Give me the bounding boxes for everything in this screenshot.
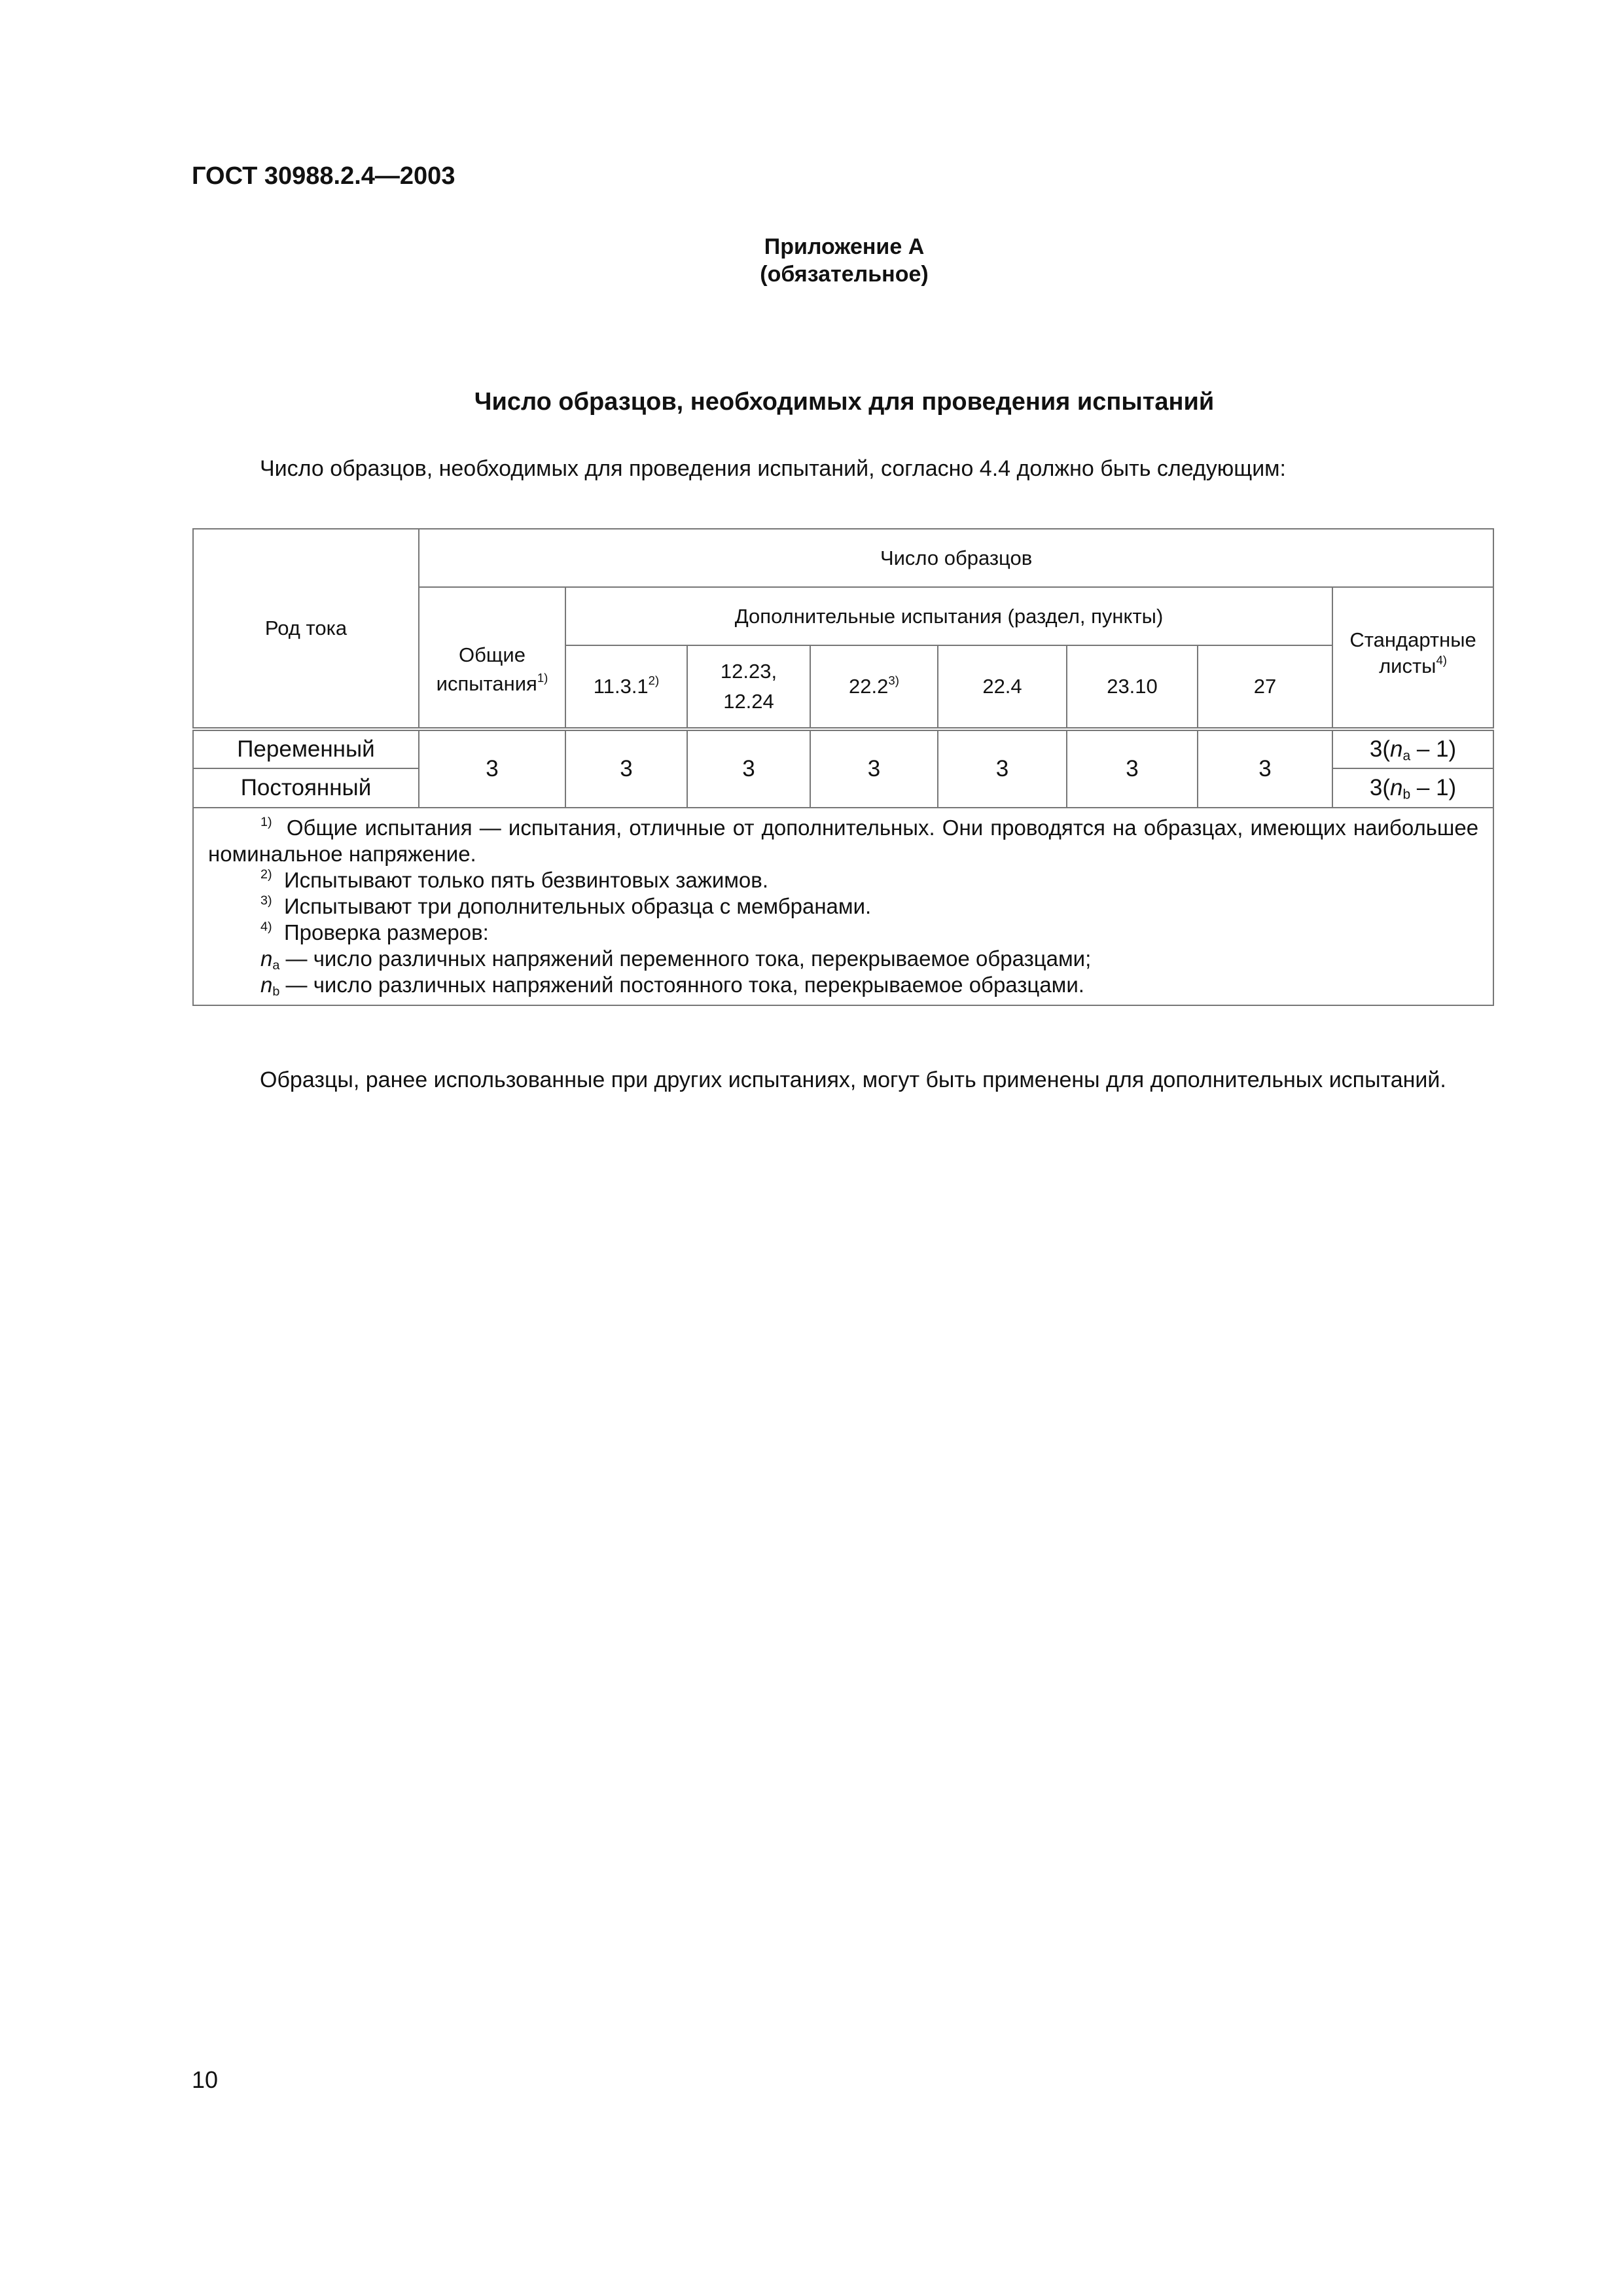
subheader-label: 23.10 [1107,675,1158,698]
footnote-text: Проверка размеров: [283,920,489,944]
subheader-label: 12.24 [723,690,774,713]
footnote-3 [208,893,1478,920]
subheader-cell [565,645,687,729]
standard-value-cell [1332,729,1493,768]
subheader-cell [810,645,938,729]
formula-sub: a [272,958,280,973]
formula-var: n [1390,736,1403,762]
header-general-label: Общие испытания [436,643,537,695]
footnote-ref: 2) [648,673,660,687]
footnote-ref: 4) [1436,653,1448,667]
header-additional-tests [565,587,1332,645]
subheader-label: 22.2 [849,675,889,698]
formula-sub: a [1402,748,1411,764]
footnote-ref: 3) [888,673,899,687]
footnote-text: Испытывают только пять безвинтовых зажимов. [283,868,768,892]
value-cell: 3 [687,729,810,808]
formula-var: n [1390,775,1403,800]
formula-var: n [260,946,273,971]
formula-part: 3( [1369,736,1391,762]
footnote-text: Испытывают три дополнительных образца с мембранами. [283,894,872,918]
footnote-4 [208,920,1478,946]
value-cell: 3 [1067,729,1198,808]
value-cell: 3 [565,729,687,808]
footnote-nb [208,972,1478,998]
appendix-title: Приложение А [764,234,925,259]
footnotes-cell [193,808,1493,1005]
footnote-1 [208,815,1478,867]
page-number: 10 [192,2066,219,2093]
header-additional-label: Дополнительные испытания (раздел, пункты) [734,604,1164,628]
formula-sub: b [1402,787,1411,802]
subheader-cell [687,645,810,729]
header-current-type-label: Род тока [264,617,348,639]
formula-var: n [260,973,273,997]
footnote-mark: 2) [260,867,272,882]
row-type-label: Переменный [237,736,375,762]
value-cell: 3 [938,729,1067,808]
header-samples-label: Число образцов [880,546,1033,569]
subheader-label: 11.3.1 [593,675,649,698]
footnote-ref: 1) [537,670,548,685]
footnote-text: Общие испытания — испытания, отличные от дополнительных. Они проводятся на образцах, имеющих наибольшее номинальное напряжение. [208,816,1479,866]
row-type-label: Постоянный [240,775,372,800]
subheader-label: 22.4 [982,675,1022,698]
header-samples [419,529,1493,587]
formula-sub: b [272,984,280,999]
intro-paragraph: Число образцов, необходимых для проведения испытаний, согласно 4.4 должно быть следующим: [260,456,1287,481]
value-cell: 3 [1198,729,1332,808]
subheader-cell [938,645,1067,729]
header-current-type [193,529,419,729]
header-standard-label: Стандартные листы [1349,628,1476,677]
standard-value-cell [1332,768,1493,808]
subheader-cell [1067,645,1198,729]
footnote-na [208,946,1478,972]
footnote-mark: 1) [260,815,272,830]
value-cell: 3 [810,729,938,808]
appendix-status: (обязательное) [760,262,929,287]
footnote-mark: 3) [260,893,272,908]
subheader-label: 27 [1253,675,1277,698]
value-cell: 3 [419,729,565,808]
closing-paragraph: Образцы, ранее использованные при других испытаниях, могут быть применены для дополнительных испытаний. [260,1067,1446,1092]
formula-part: 3( [1369,775,1391,800]
footnote-text: — число различных напряжений переменного тока, перекрываемое образцами; [279,946,1092,971]
footnote-text: — число различных напряжений постоянного тока, перекрываемое образцами. [279,973,1084,997]
section-title: Число образцов, необходимых для проведения испытаний [474,388,1215,416]
subheader-label: 12.23, [720,660,777,683]
footnote-2 [208,867,1478,893]
samples-table [192,528,1494,1006]
footnote-mark: 4) [260,920,272,935]
document-code: ГОСТ 30988.2.4—2003 [192,162,455,190]
header-general-tests [419,587,565,729]
formula-part: – 1) [1410,736,1457,762]
formula-part: – 1) [1410,775,1457,800]
row-type-cell [193,768,419,808]
row-type-cell [193,729,419,768]
header-standard-sheets [1332,587,1493,729]
subheader-cell [1198,645,1332,729]
